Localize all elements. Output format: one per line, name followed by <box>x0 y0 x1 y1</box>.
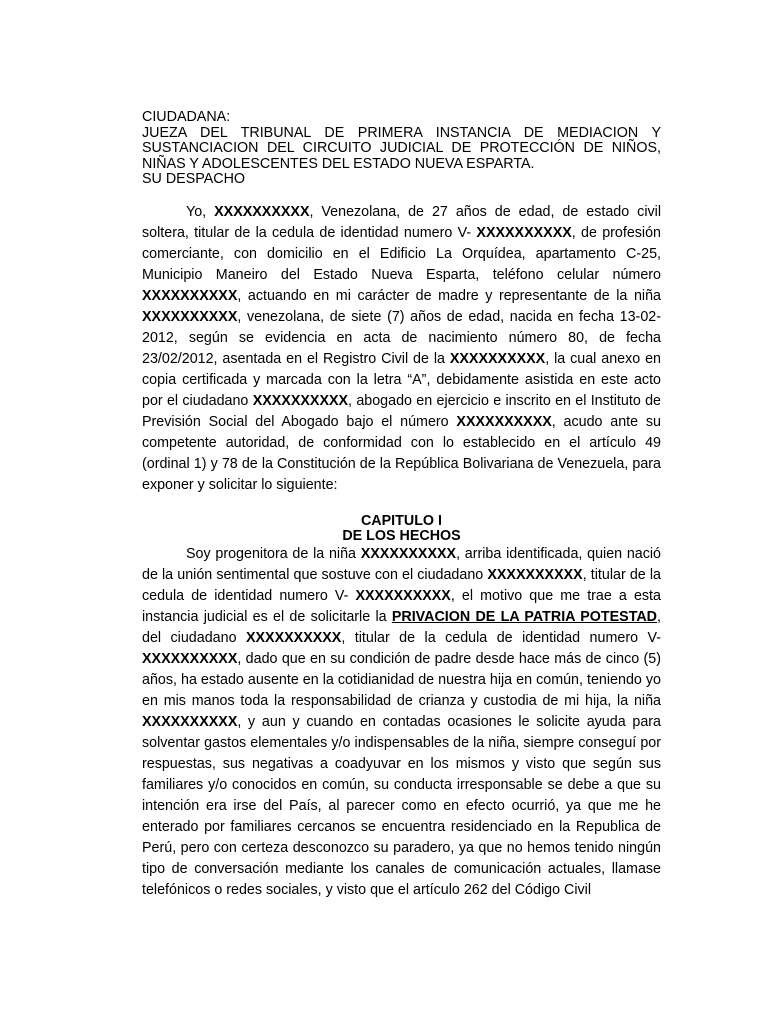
redacted-number: XXXXXXXXXX <box>456 413 552 430</box>
redacted-name: XXXXXXXXXX <box>245 629 342 646</box>
redacted-phone: XXXXXXXXXX <box>142 287 238 304</box>
header-line: CIUDADANA: <box>142 109 231 125</box>
redacted-id: XXXXXXXXXX <box>476 224 572 241</box>
redacted-name: XXXXXXXXXX <box>360 545 457 562</box>
text-run: , Venezolana, de 27 años de edad, de estado civil soltera, titular de la cedula de identidad numero V- <box>142 203 661 241</box>
addressee-header <box>142 110 661 188</box>
redacted-registry: XXXXXXXXXX <box>449 350 546 367</box>
text-run: , de profesión comerciante, con domicilio en el Edificio La Orquídea, apartamento C-25, Municipio Maneiro del Estado Nueva Esparta, teléfono celular número <box>142 224 662 283</box>
text-run: , titular de la cedula de identidad numero V- <box>341 629 661 646</box>
text-run: , actuando en mi carácter de madre y representante de la niña <box>237 287 661 304</box>
text-run: , titular de la cedula de identidad numero V- <box>142 566 661 604</box>
text-run: , abogado en ejercicio e inscrito en el Instituto de Previsión Social del Abogado bajo el número <box>142 392 661 430</box>
underlined-request: PRIVACION DE LA PATRIA POTESTAD <box>391 608 658 625</box>
intro-paragraph <box>142 202 661 496</box>
redacted-id: XXXXXXXXXX <box>355 587 451 604</box>
chapter-subtitle: DE LOS HECHOS <box>342 527 461 544</box>
text-run: , venezolana, de siete (7) años de edad, nacida en fecha 13-02-2012, según se evidencia en acta de nacimiento número 80, de fecha 23/02/2012, asentada en el Registro Civil de la <box>142 308 661 367</box>
facts-paragraph <box>142 544 661 901</box>
redacted-name: XXXXXXXXXX <box>142 308 238 325</box>
redacted-name: XXXXXXXXXX <box>142 713 238 730</box>
text-run: , acudo ante su competente autoridad, de conformidad con lo establecido en el artículo 49 (ordinal 1) y 78 de la Constitución de la República Bolivariana de Venezuela, para exponer y solicitar lo siguiente: <box>142 413 661 493</box>
text-run: , el motivo que me trae a esta instancia judicial es el de solicitarle la <box>142 587 661 625</box>
text-run: , del ciudadano <box>142 608 661 646</box>
header-line: JUEZA DEL TRIBUNAL DE PRIMERA INSTANCIA DE MEDIACION Y <box>142 124 661 141</box>
header-line: SU DESPACHO <box>142 171 246 188</box>
text-run: , la cual anexo en copia certificada y marcada con la letra “A”, debidamente asistida en este acto por el ciudadano <box>142 350 661 409</box>
text-run: , arriba identificada, quien nació de la unión sentimental que sostuve con el ciudadano <box>142 545 662 583</box>
text-run: , dado que en su condición de padre desde hace más de cinco (5) años, ha estado ausente en la cotidianidad de nuestra hija en común, teniendo yo en mis manos toda la responsabilidad de crianza y custodia de mi hija, la niña <box>142 650 661 709</box>
text-run: Soy progenitora de la niña <box>186 545 361 562</box>
text-run: , y aun y cuando en contadas ocasiones le solicite ayuda para solventar gastos elementales y/o indispensables de la niña, siempre conseguí por respuestas, sus negativas a coadyuvar en los mismos y visto que según sus familiares y/o conocidos en común, su conducta irresponsable se debe a que su intención era irse del País, al parecer como en efecto ocurrió, ya que me he enterado por familiares cercanos se encuentra residenciado en la Republica de Perú, pero con certeza desconozco su paradero, ya que no hemos tenido ningún tipo de conversación mediante los canales de comunicación actuales, llamase telefónicos o redes sociales, y visto que el artículo 262 del Código Civil <box>142 713 661 898</box>
redacted-id: XXXXXXXXXX <box>142 650 238 667</box>
document-page <box>142 110 661 901</box>
redacted-name: XXXXXXXXXX <box>487 566 583 583</box>
redacted-name: XXXXXXXXXX <box>214 203 310 220</box>
header-line: SUSTANCIACION DEL CIRCUITO JUDICIAL DE PROTECCIÓN DE NIÑOS, <box>142 140 661 157</box>
chapter-title: CAPITULO I <box>360 512 442 529</box>
section-heading <box>142 514 661 544</box>
text-run: Yo, <box>186 203 215 220</box>
header-line: NIÑAS Y ADOLESCENTES DEL ESTADO NUEVA ESPARTA. <box>142 155 535 172</box>
redacted-name: XXXXXXXXXX <box>252 392 349 409</box>
